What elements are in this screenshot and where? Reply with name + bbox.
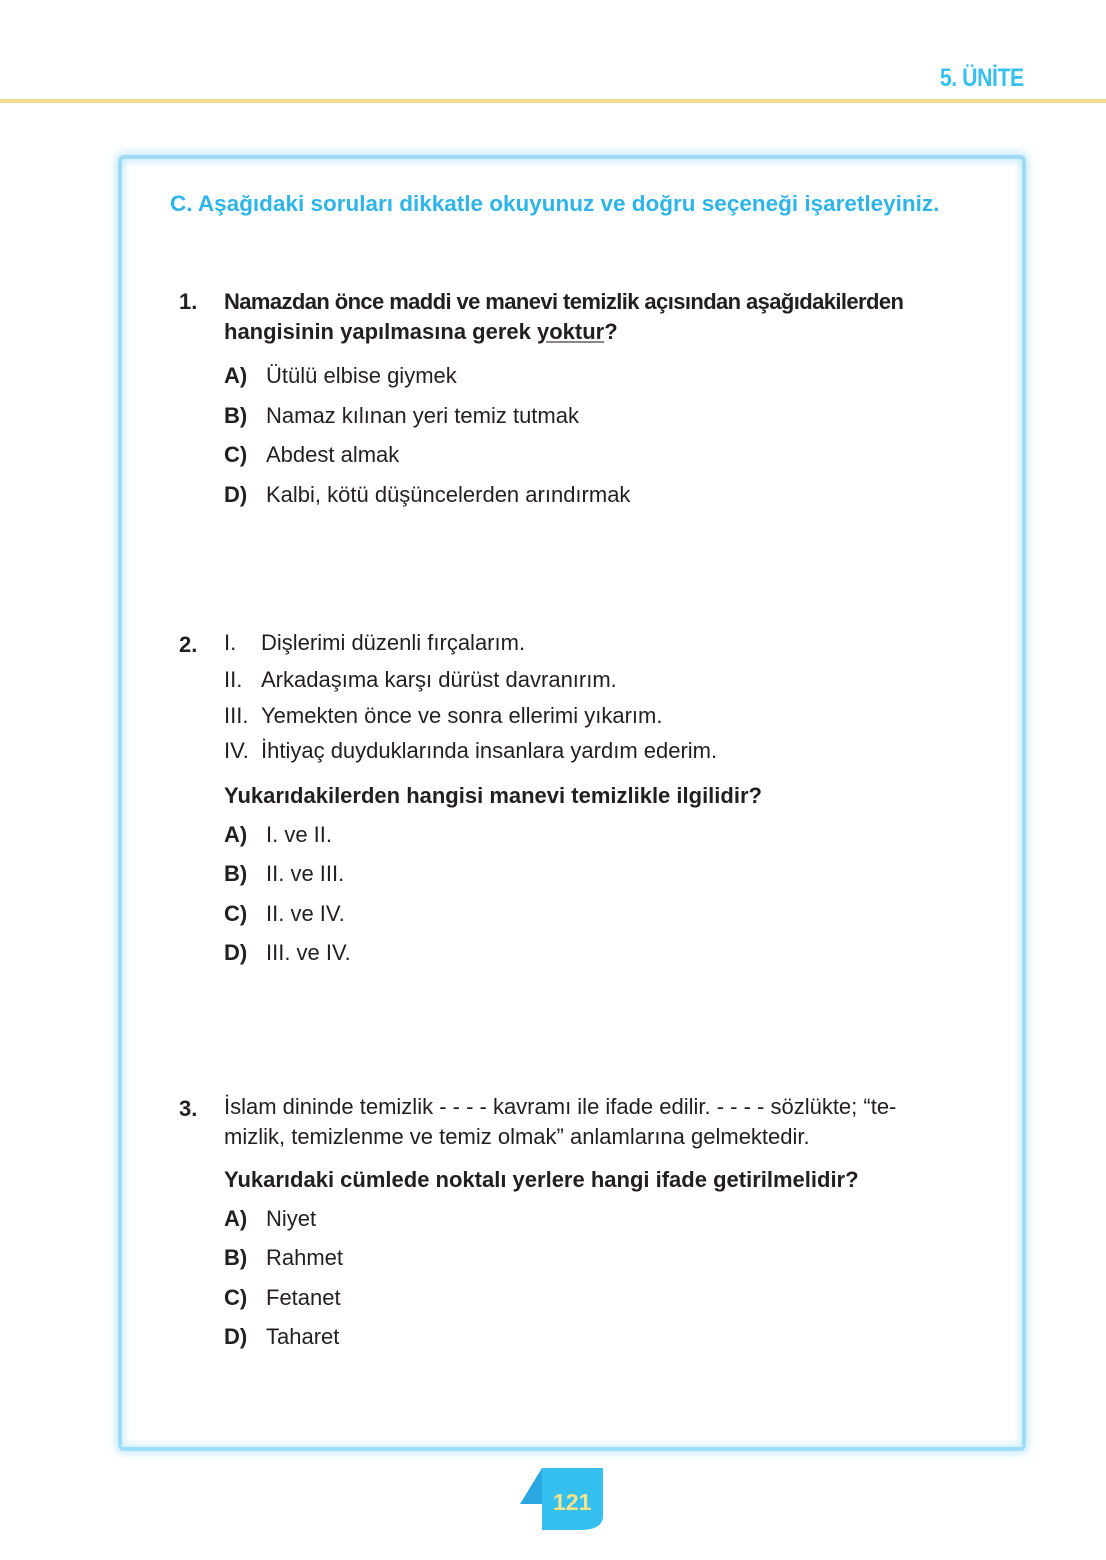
emphasis-word: yoktur	[537, 319, 605, 344]
statement-3	[224, 703, 663, 729]
roman-numeral: IV.	[224, 738, 249, 763]
option-text: Rahmet	[266, 1245, 344, 1270]
option-letter: B)	[224, 1245, 248, 1270]
statement-2	[224, 667, 617, 693]
roman-numeral: II.	[224, 667, 243, 692]
statement-text: Dişlerimi düzenli fırçalarım.	[261, 630, 526, 655]
option-letter: C)	[224, 1285, 248, 1310]
question-3-option-d[interactable]	[224, 1324, 924, 1350]
question-2-option-d[interactable]	[224, 940, 924, 966]
option-text: Ütülü elbise giymek	[266, 363, 457, 388]
question-1-option-c[interactable]	[224, 442, 924, 468]
page-number: 121	[553, 1489, 592, 1515]
question-3-option-b[interactable]	[224, 1245, 924, 1271]
option-letter: B)	[224, 861, 248, 886]
question-3-option-c[interactable]	[224, 1285, 924, 1311]
roman-numeral: I.	[224, 630, 237, 655]
question-3-option-a[interactable]	[224, 1206, 924, 1232]
question-3-stem: İslam dininde temizlik - - - - kavramı ile ifade edilir. - - - - sözlükte; “te-	[224, 1094, 897, 1119]
option-letter: C)	[224, 901, 248, 926]
stem-text: hangisinin yapılmasına gerek	[224, 319, 537, 344]
unit-label: 5. ÜNİTE	[940, 64, 1024, 92]
option-letter: A)	[224, 363, 248, 388]
statement-4	[224, 738, 718, 764]
question-1-option-a[interactable]	[224, 363, 924, 389]
question-1-stem-2	[224, 319, 618, 345]
option-letter: D)	[224, 1324, 248, 1349]
header-divider	[0, 99, 1106, 103]
option-text: Taharet	[266, 1324, 340, 1349]
page-number-tab	[520, 1468, 604, 1532]
question-2-option-b[interactable]	[224, 861, 924, 887]
question-1-stem: Namazdan önce maddi ve manevi temizlik açısından aşağıdakilerden	[224, 289, 904, 314]
option-letter: C)	[224, 442, 248, 467]
question-1-number: 1.	[179, 289, 198, 314]
statement-text: Yemekten önce ve sonra ellerimi yıkarım.	[261, 703, 663, 728]
question-2-option-a[interactable]	[224, 822, 924, 848]
option-letter: D)	[224, 940, 248, 965]
option-text: Niyet	[266, 1206, 317, 1231]
option-text: III. ve IV.	[266, 940, 351, 965]
option-letter: A)	[224, 1206, 248, 1231]
stem-text: ?	[604, 319, 618, 344]
statement-1	[224, 630, 526, 656]
question-3-prompt: Yukarıdaki cümlede noktalı yerlere hangi ifade getirilmelidir?	[224, 1167, 859, 1192]
question-3-stem-2: mizlik, temizlenme ve temiz olmak” anlamlarına gelmektedir.	[224, 1124, 810, 1149]
question-2-number: 2.	[179, 632, 198, 657]
question-3-number: 3.	[179, 1096, 198, 1121]
option-text: I. ve II.	[266, 822, 333, 847]
statement-text: İhtiyaç duyduklarında insanlara yardım ederim.	[261, 738, 718, 763]
statement-text: Arkadaşıma karşı dürüst davranırım.	[261, 667, 617, 692]
question-1-option-b[interactable]	[224, 403, 924, 429]
option-text: Namaz kılınan yeri temiz tutmak	[266, 403, 579, 428]
section-title: C. Aşağıdaki soruları dikkatle okuyunuz ve doğru seçeneği işaretleyiniz.	[170, 191, 940, 216]
question-2-option-c[interactable]	[224, 901, 924, 927]
option-text: Fetanet	[266, 1285, 341, 1310]
question-2-prompt: Yukarıdakilerden hangisi manevi temizlikle ilgilidir?	[224, 783, 762, 808]
option-text: II. ve III.	[266, 861, 345, 886]
option-text: Abdest almak	[266, 442, 400, 467]
option-letter: D)	[224, 482, 248, 507]
option-text: II. ve IV.	[266, 901, 345, 926]
option-text: Kalbi, kötü düşüncelerden arındırmak	[266, 482, 631, 507]
option-letter: B)	[224, 403, 248, 428]
question-1-option-d[interactable]	[224, 482, 924, 508]
option-letter: A)	[224, 822, 248, 847]
roman-numeral: III.	[224, 703, 249, 728]
